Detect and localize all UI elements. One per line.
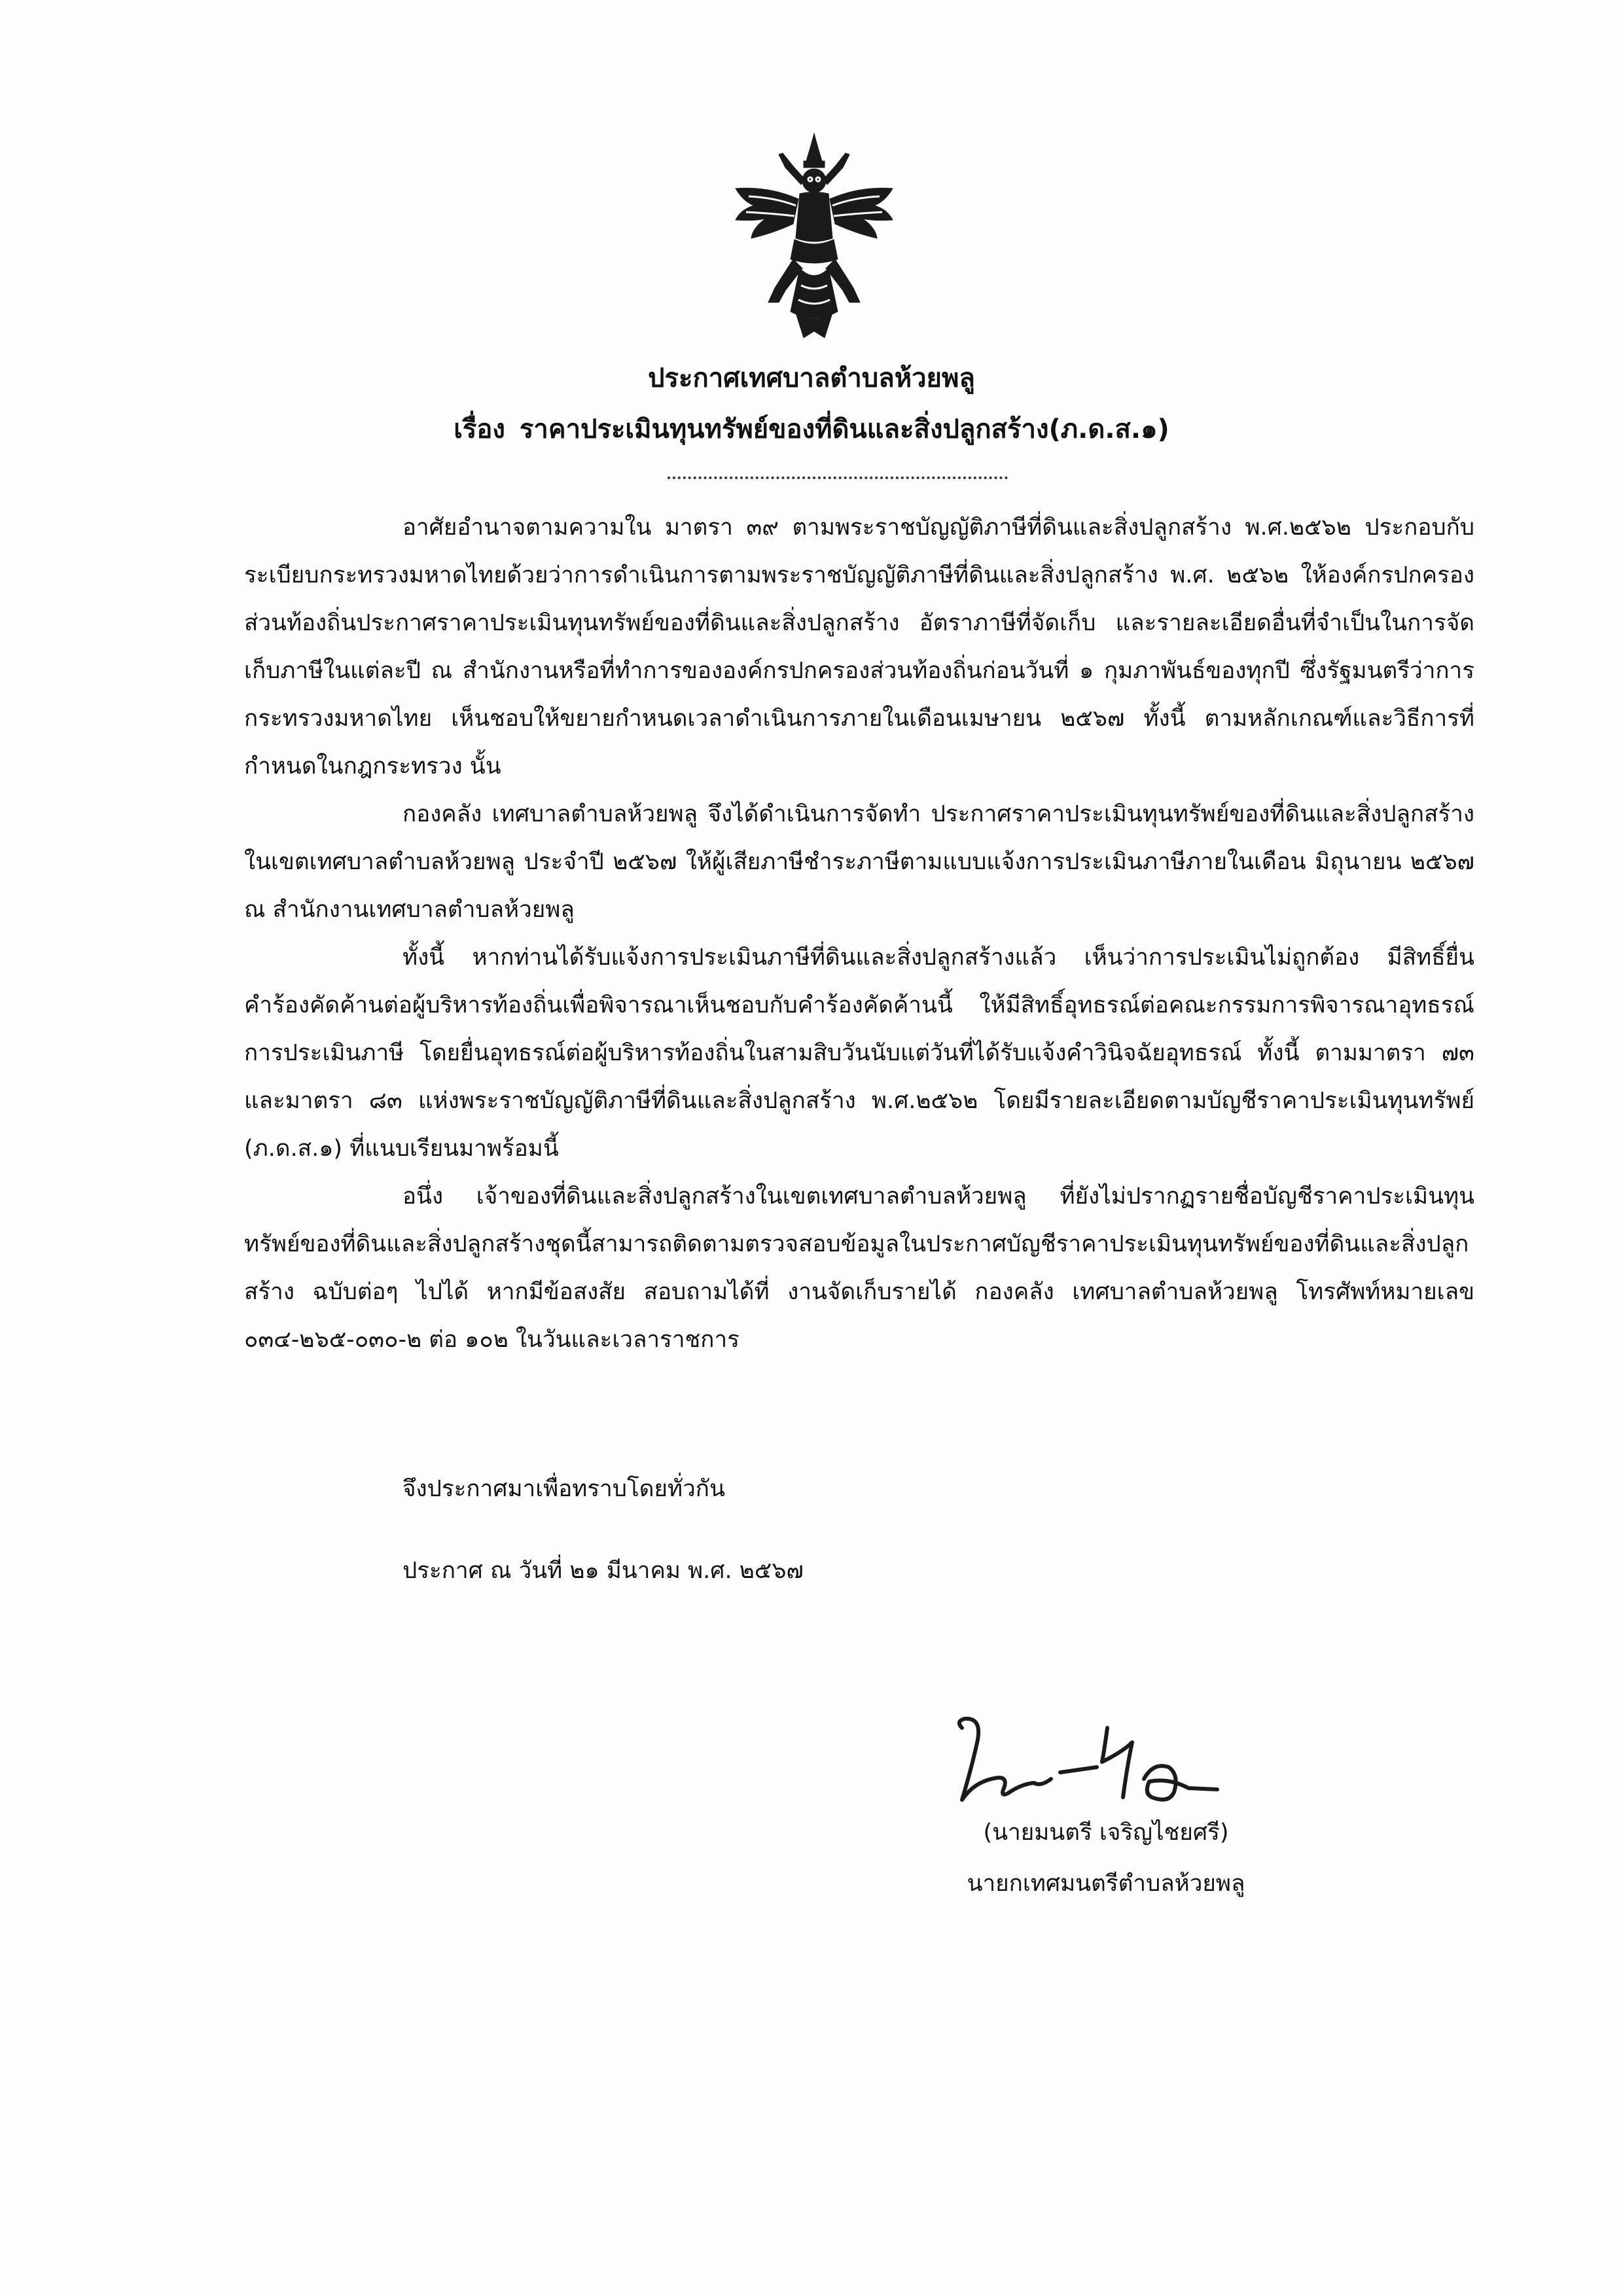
signer-name: (นายมนตรี เจริญไชยศรี) (983, 1820, 1229, 1846)
signer-position: นายกเทศมนตรีตำบลห้วยพลู (967, 1871, 1245, 1897)
subject-label: เรื่อง (454, 414, 505, 444)
announcement-date: ประกาศ ณ วันที่ ๒๑ มีนาคม พ.ศ. ๒๕๖๗ (402, 1558, 804, 1584)
garuda-emblem-icon (722, 128, 906, 344)
handwritten-signature-icon (936, 1702, 1276, 1820)
body-paragraph: ทั้งนี้ หากท่านได้รับแจ้งการประเมินภาษีที่ดินและสิ่งปลูกสร้างแล้ว เห็นว่าการประเมินไม่ถูกต้อง มีสิทธิ์ยื่นคำร้องคัดค้านต่อผู้บริหารท้องถิ่นเพื่อพิจารณาเห็นชอบกับคำร้องคัดค้านนี้ ให้มีสิทธิ์อุทธรณ์ต่อคณะกรรมการพิจารณาอุทธรณ์การประเมินภาษี โดยยื่นอุทธรณ์ต่อผู้บริหารท้องถิ่นในสามสิบวันนับแต่วันที่ได้รับแจ้งคำวินิจฉัยอุทธรณ์ ทั้งนี้ ตามมาตรา ๗๓ และมาตรา ๘๓ แห่งพระราชบัญญัติภาษีที่ดินและสิ่งปลูกสร้าง พ.ศ.๒๕๖๒ โดยมีรายละเอียดตามบัญชีราคาประเมินทุนทรัพย์ (ภ.ด.ส.๑) ที่แนบเรียนมาพร้อมนี้ (244, 944, 1474, 1162)
title-separator (668, 476, 1008, 479)
announcement-title: ประกาศเทศบาลตำบลห้วยพลู (648, 363, 975, 393)
announcement-subject (0, 410, 1623, 449)
body-paragraph: กองคลัง เทศบาลตำบลห้วยพลู จึงได้ดำเนินการจัดทำ ประกาศราคาประเมินทุนทรัพย์ของที่ดินและสิ่งปลูกสร้าง ในเขตเทศบาลตำบลห้วยพลู ประจำปี ๒๕๖๗ ให้ผู้เสียภาษีชำระภาษีตามแบบแจ้งการประเมินภาษีภายในเดือน มิถุนายน ๒๕๖๗ ณ สำนักงานเทศบาลตำบลห้วยพลู (244, 801, 1474, 923)
subject-text: ราคาประเมินทุนทรัพย์ของที่ดินและสิ่งปลูกสร้าง(ภ.ด.ส.๑) (519, 414, 1169, 444)
body-paragraph: อนึ่ง เจ้าของที่ดินและสิ่งปลูกสร้างในเขตเทศบาลตำบลห้วยพลู ที่ยังไม่ปรากฏรายชื่อบัญชีราคาประเมินทุนทรัพย์ของที่ดินและสิ่งปลูกสร้างชุดนี้สามารถติดตามตรวจสอบข้อมูลในประกาศบัญชีราคาประเมินทุนทรัพย์ของที่ดินและสิ่งปลูกสร้าง ฉบับต่อๆ ไปได้ หากมีข้อสงสัย สอบถามได้ที่ งานจัดเก็บรายได้ กองคลัง เทศบาลตำบลห้วยพลู โทรศัพท์หมายเลข ๐๓๔-๒๖๕-๐๓๐-๒ ต่อ ๑๐๒ ในวันและเวลาราชการ (244, 1183, 1474, 1353)
closing-announce: จึงประกาศมาเพื่อทราบโดยทั่วกัน (402, 1476, 725, 1502)
announcement-body (244, 504, 1474, 1364)
body-paragraph: อาศัยอำนาจตามความใน มาตรา ๓๙ ตามพระราชบัญญัติภาษีที่ดินและสิ่งปลูกสร้าง พ.ศ.๒๕๖๒ ประกอบกับระเบียบกระทรวงมหาดไทยด้วยว่าการดำเนินการตามพระราชบัญญัติภาษีที่ดินและสิ่งปลูกสร้าง พ.ศ. ๒๕๖๒ ให้องค์กรปกครองส่วนท้องถิ่นประกาศราคาประเมินทุนทรัพย์ของที่ดินและสิ่งปลูกสร้าง อัตราภาษีที่จัดเก็บ และรายละเอียดอื่นที่จำเป็นในการจัดเก็บภาษีในแต่ละปี ณ สำนักงานหรือที่ทำการขององค์กรปกครองส่วนท้องถิ่นก่อนวันที่ ๑ กุมภาพันธ์ของทุกปี ซึ่งรัฐมนตรีว่าการกระทรวงมหาดไทย เห็นชอบให้ขยายกำหนดเวลาดำเนินการภายในเดือนเมษายน ๒๕๖๗ ทั้งนี้ ตามหลักเกณฑ์และวิธีการที่กำหนดในกฎกระทรวง นั้น (244, 514, 1474, 780)
